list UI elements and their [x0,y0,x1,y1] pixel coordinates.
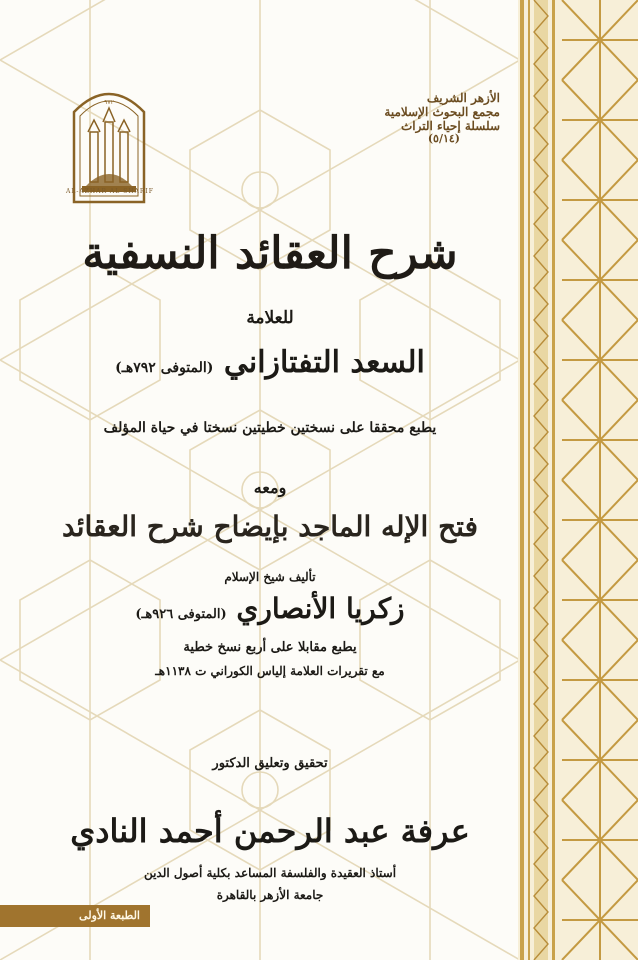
edition-note: يطبع محققا على نسختين خطيتين نسختا في حياة المؤلف [103,420,437,436]
series-line-2: مجمع البحوث الإسلامية [384,104,500,119]
editor-name: عرفة عبد الرحمن أحمد النادي [70,812,470,850]
series-line-1: الأزهر الشريف [426,91,500,105]
second-author-death: (المتوفى ٩٢٦هـ) [135,607,227,622]
second-author-name: زكريا الأنصاري [236,592,405,625]
book-title: شرح العقائد النسفية [82,228,458,279]
series-line-3: سلسلة إحياء التراث [400,118,500,133]
svg-text:٩٧٢: ٩٧٢ [104,99,114,106]
second-byline: تأليف شيخ الإسلام [224,570,316,584]
second-author-line [20,592,520,625]
allama-label: للعلامة [246,308,294,328]
series-number: (٥/١٤) [427,132,460,146]
editor-university: جامعة الأزهر بالقاهرة [216,888,324,902]
al-azhar-seal-icon [66,82,152,204]
author-line [20,345,520,380]
editor-label: تحقيق وتعليق الدكتور [212,756,328,771]
ornamental-gold-border [518,0,638,960]
edition-badge: الطبعة الأولى [0,905,150,927]
seal-label: AL-AZHAR AL-SHARIF [66,188,154,195]
with-label: ومعه [253,478,287,497]
author-name: السعد التفتازاني [223,345,425,380]
second-edition-note: يطبع مقابلا على أربع نسخ خطية [183,640,357,655]
series-block [280,92,500,146]
second-title: فتح الإله الماجد بإيضاح شرح العقائد [62,510,478,543]
editor-title: أستاذ العقيدة والفلسفة المساعد بكلية أصول الدين [143,866,397,880]
author-death: (المتوفى ٧٩٢هـ) [115,360,214,376]
second-notes: مع تقريرات العلامة إلياس الكوراني ت ١١٣٨هـ [155,664,385,678]
